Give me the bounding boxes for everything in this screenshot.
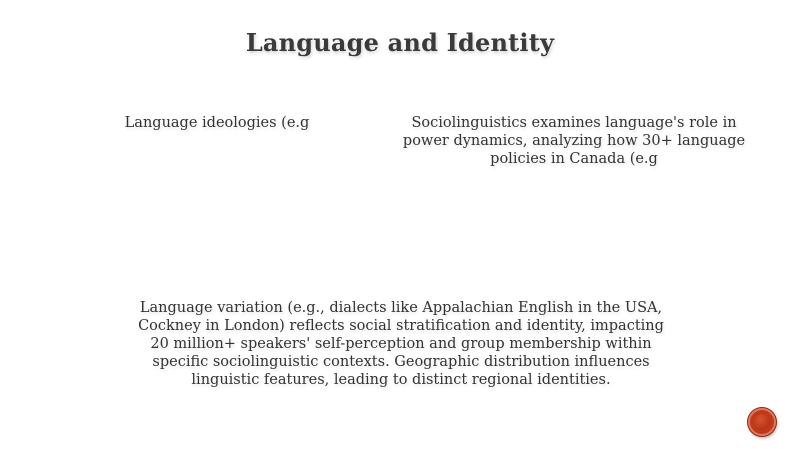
left-text-block: Language ideologies (e.g: [124, 115, 310, 131]
circle-button-icon[interactable]: [748, 408, 776, 436]
bottom-text-block: Language variation (e.g., dialects like Appalachian English in the USA, Cockney in London) reflects social stratification and identity, impacting 20 million+ speakers' self-perception and group membership within specific sociolinguistic contexts. Geographic distribution influences linguistic features, leading to distinct regional identities.: [138, 300, 664, 388]
slide-title: Language and Identity: [245, 28, 555, 57]
right-text-block: Sociolinguistics examines language's role in power dynamics, analyzing how 30+ language policies in Canada (e.g: [402, 115, 746, 167]
circle-button-inner: [754, 414, 770, 430]
